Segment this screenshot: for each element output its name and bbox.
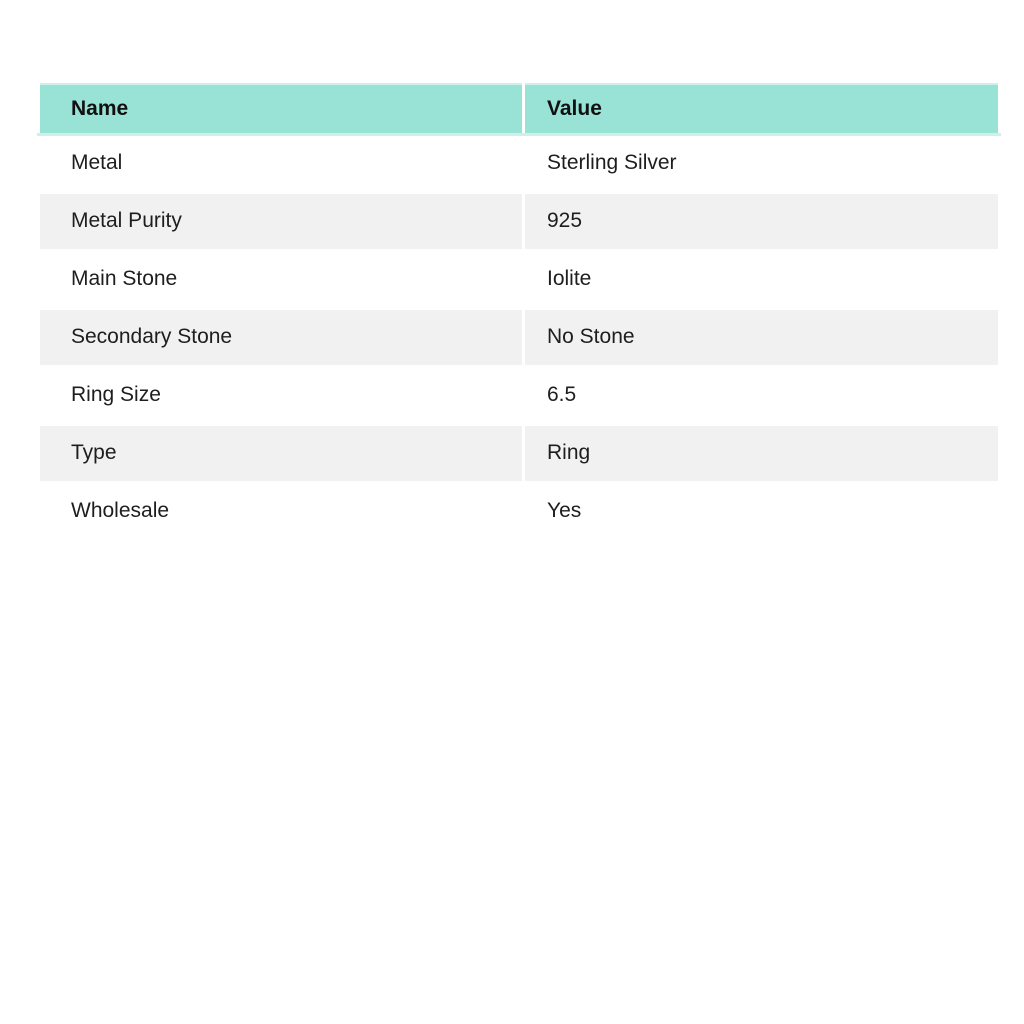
column-header-value: Value (524, 84, 1000, 134)
product-attributes-table (37, 83, 1001, 542)
table-header-row (39, 84, 1000, 134)
column-header-name: Name (39, 84, 524, 134)
attribute-name-cell: Ring Size (39, 366, 524, 424)
attribute-name-cell: Main Stone (39, 250, 524, 308)
table-row (39, 424, 1000, 482)
table-row (39, 134, 1000, 192)
table-row (39, 192, 1000, 250)
attribute-name-cell: Metal Purity (39, 192, 524, 250)
attribute-value-cell: Iolite (524, 250, 1000, 308)
table-row (39, 482, 1000, 540)
attribute-name-cell: Type (39, 424, 524, 482)
attribute-value-cell: 6.5 (524, 366, 1000, 424)
attribute-value-cell: Ring (524, 424, 1000, 482)
attribute-name-cell: Wholesale (39, 482, 524, 540)
attribute-name-cell: Metal (39, 134, 524, 192)
attribute-name-cell: Secondary Stone (39, 308, 524, 366)
table-row (39, 308, 1000, 366)
attribute-value-cell: Sterling Silver (524, 134, 1000, 192)
attribute-value-cell: 925 (524, 192, 1000, 250)
table-row (39, 366, 1000, 424)
table-row (39, 250, 1000, 308)
attribute-value-cell: Yes (524, 482, 1000, 540)
attribute-value-cell: No Stone (524, 308, 1000, 366)
